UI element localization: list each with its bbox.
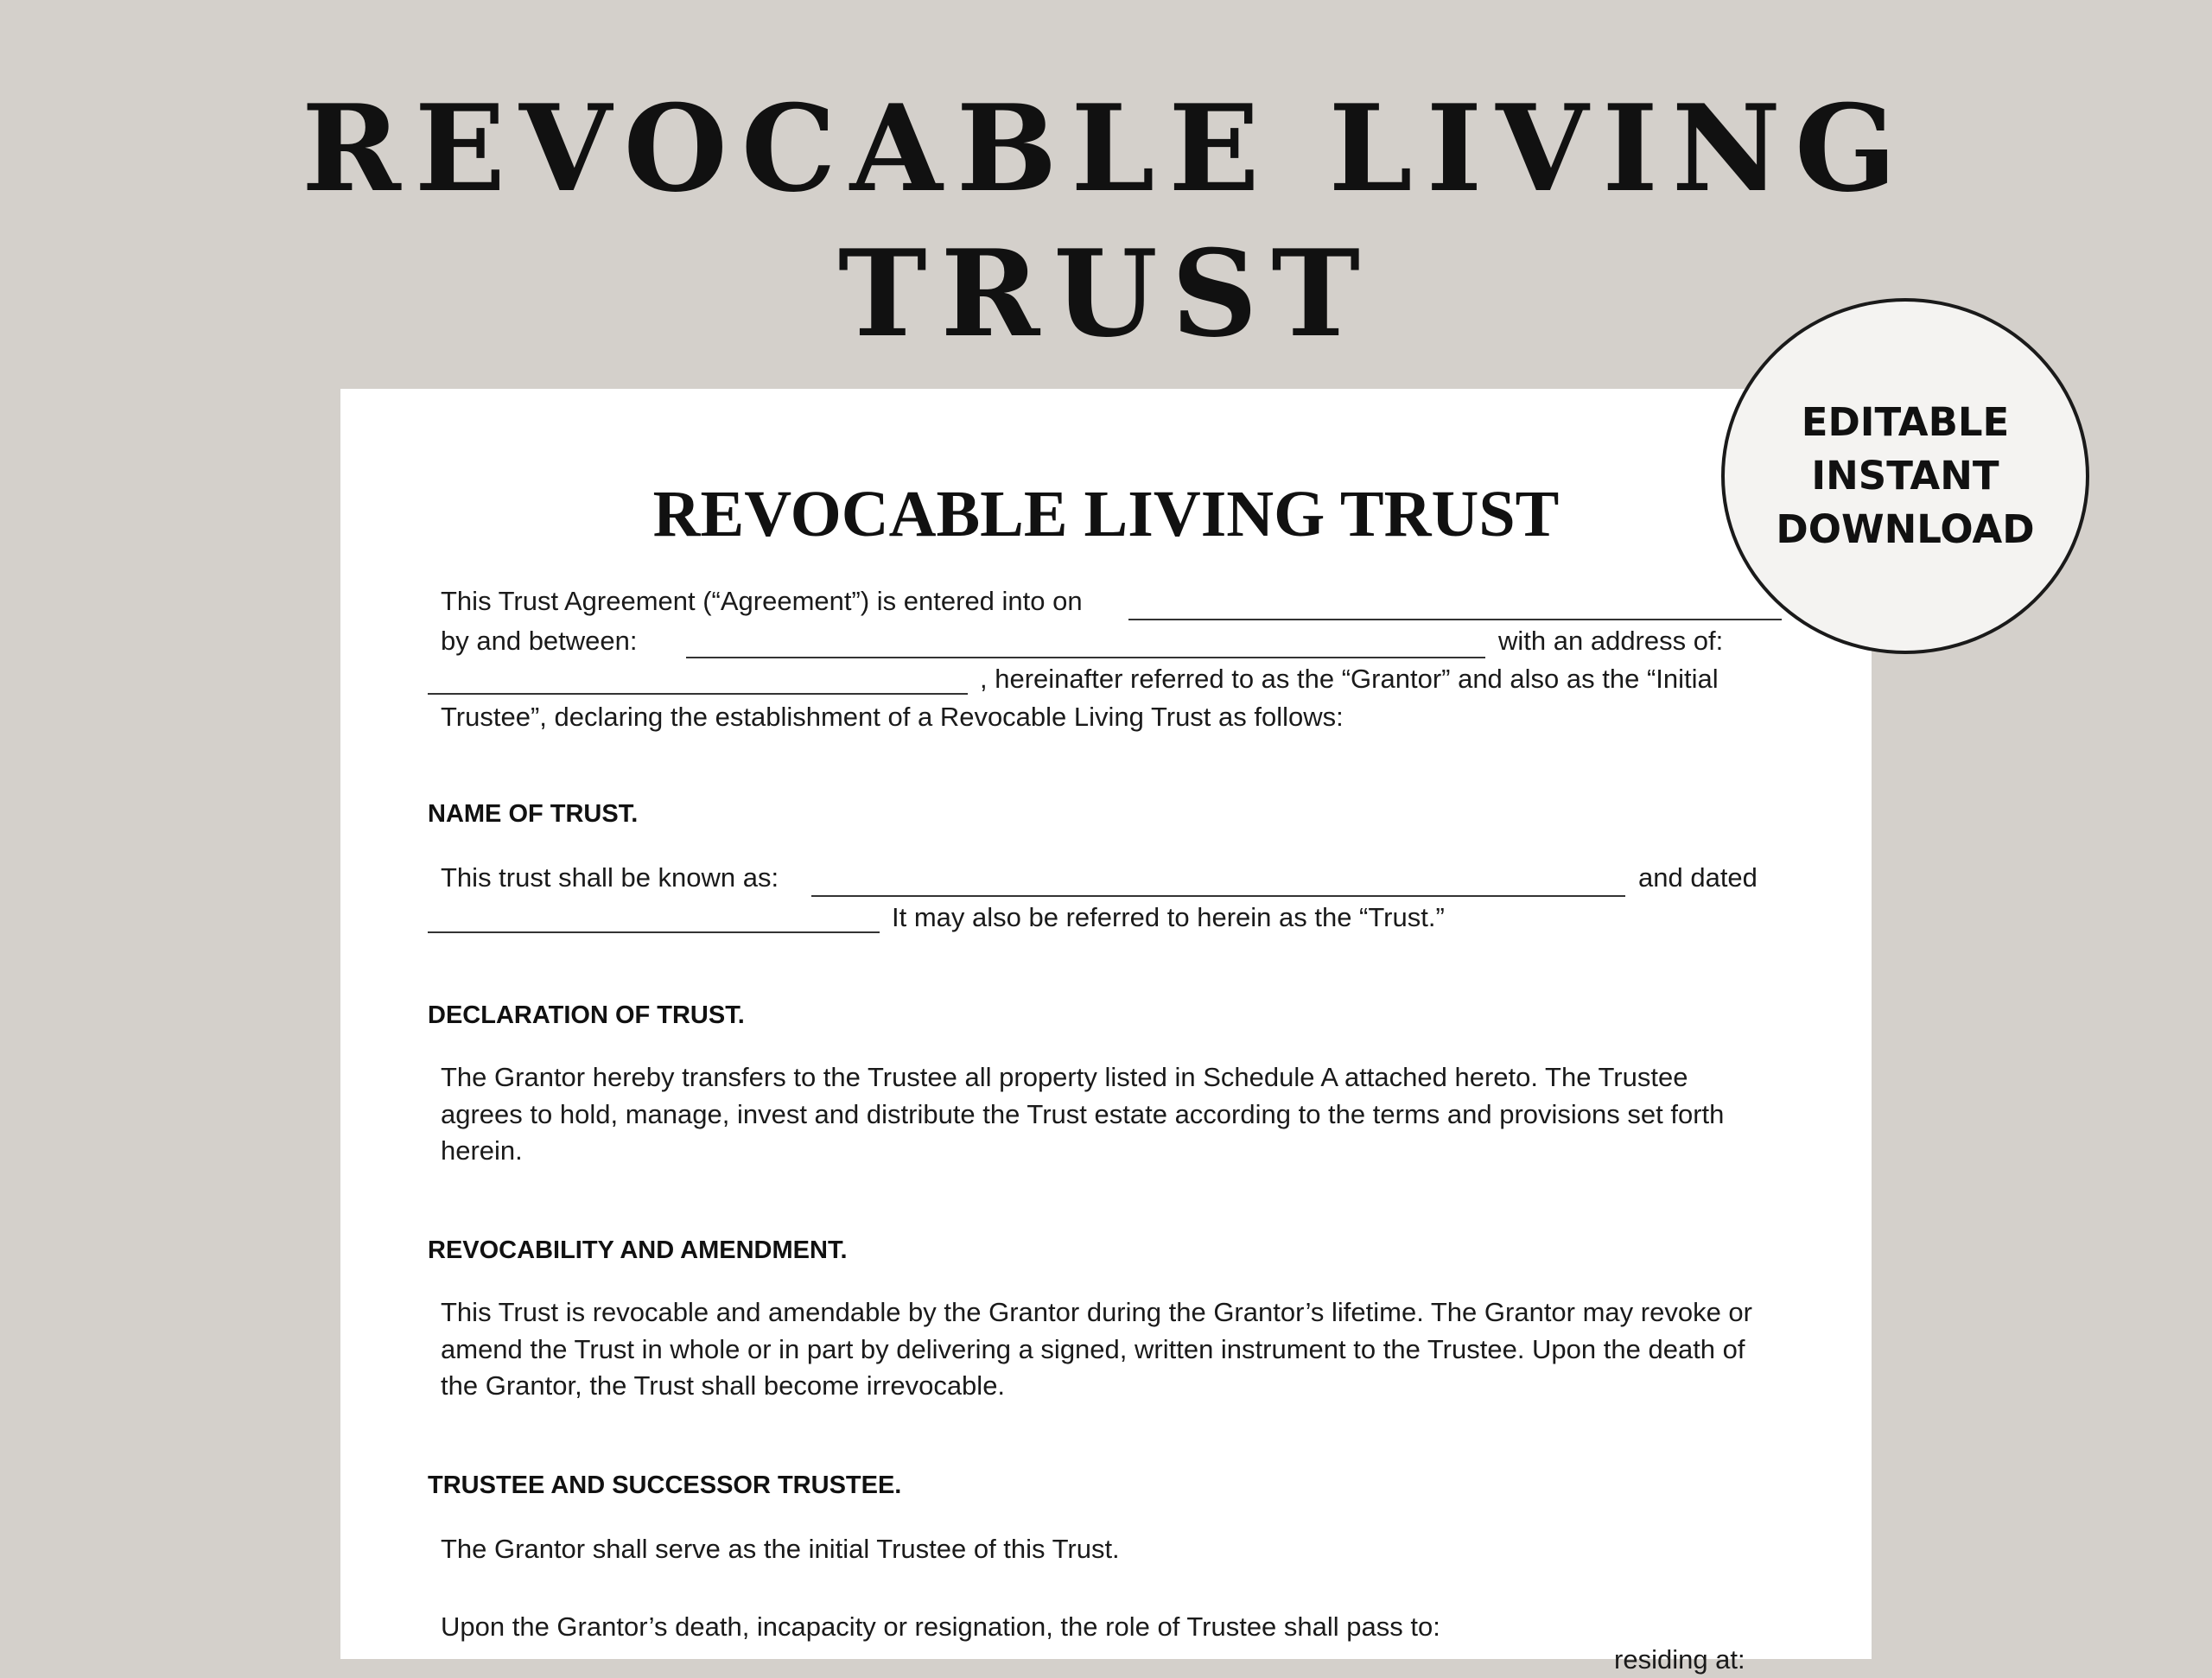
trust-name-blank[interactable]: [811, 895, 1625, 897]
declaration-text: The Grantor hereby transfers to the Trustee all property listed in Schedule A attached hereto. The Trustee agrees to hold, manage, invest and distribute the Trust estate according to the terms and provisions set forth herein.: [441, 1062, 1725, 1166]
date-blank[interactable]: [1128, 619, 1782, 620]
grantor-address-blank[interactable]: [428, 693, 968, 695]
trust-name-line-1-start: This trust shall be known as:: [441, 862, 779, 893]
section-heading-declaration: DECLARATION OF TRUST.: [428, 1001, 745, 1029]
trustee-line-2: Upon the Grantor’s death, incapacity or resignation, the role of Trustee shall pass to:: [441, 1611, 1440, 1642]
trust-name-line-2: It may also be referred to herein as the “Trust.”: [892, 902, 1445, 932]
trustee-line-1: The Grantor shall serve as the initial Trustee of this Trust.: [441, 1534, 1120, 1564]
intro-line-3: , hereinafter referred to as the “Grantor” and also as the “Initial: [980, 664, 1719, 694]
trustee-line-3: residing at:: [1614, 1644, 1745, 1675]
intro-line-1: This Trust Agreement (“Agreement”) is entered into on: [441, 586, 1083, 616]
section-heading-revocability: REVOCABILITY AND AMENDMENT.: [428, 1236, 848, 1264]
section-heading-trustee: TRUSTEE AND SUCCESSOR TRUSTEE.: [428, 1471, 902, 1499]
section-heading-name-of-trust: NAME OF TRUST.: [428, 800, 639, 828]
hero-title-line-1: REVOCABLE LIVING: [302, 78, 1910, 219]
badge-line-1: EDITABLE: [1801, 399, 2010, 445]
trust-date-blank[interactable]: [428, 931, 880, 933]
intro-line-2-start: by and between:: [441, 626, 638, 656]
editable-download-badge: [1721, 298, 2089, 654]
document-title: REVOCABLE LIVING TRUST: [652, 478, 1560, 550]
hero-title-line-2: TRUST: [837, 223, 1375, 364]
grantor-name-blank[interactable]: [686, 657, 1485, 658]
intro-line-2-end: with an address of:: [1498, 626, 1724, 656]
revocability-text: This Trust is revocable and amendable by the Grantor during the Grantor’s lifetime. The Grantor may revoke or amend the Trust in whole or in part by delivering a signed, written instrument to the Trustee. Upon the death of the Grantor, the Trust shall become irrevocable.: [441, 1297, 1753, 1401]
trust-name-line-1-end: and dated: [1638, 862, 1758, 893]
document-page: [340, 389, 1872, 1675]
badge-line-2: INSTANT: [1811, 453, 1999, 499]
badge-line-3: DOWNLOAD: [1776, 506, 2035, 552]
intro-line-4: Trustee”, declaring the establishment of a Revocable Living Trust as follows:: [441, 702, 1344, 732]
